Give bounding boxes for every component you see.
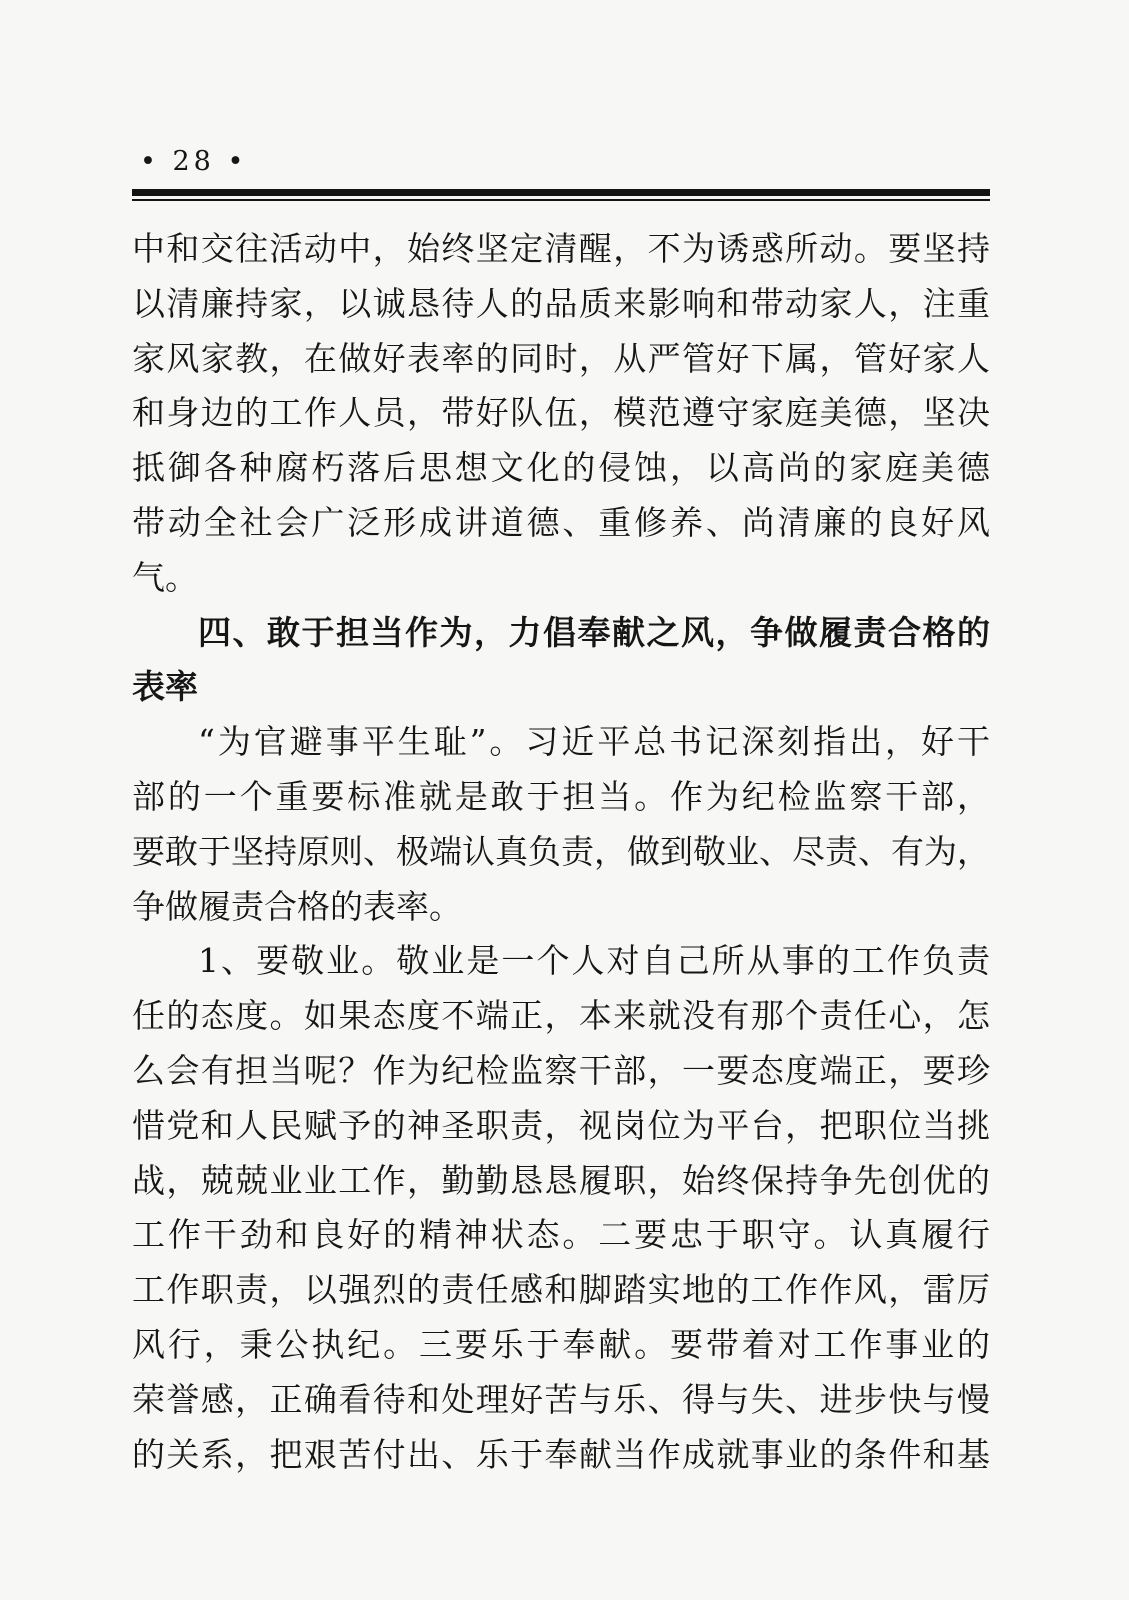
heading-line: 表率 [132,667,198,707]
text-line: 带动全社会广泛形成讲道德、重修养、尚清廉的良好风 [132,502,990,542]
heading-line: 四、敢于担当作为，力倡奉献之风，争做履责合格的 [198,612,990,652]
header-rule-thick [132,189,990,196]
text-line: 1、要敬业。敬业是一个人对自己所从事的工作负责 [198,941,990,981]
text-line: 荣誉感，正确看待和处理好苦与乐、得与失、进步快与慢 [132,1379,990,1419]
text-line: 工作职责，以强烈的责任感和脚踏实地的工作作风，雷厉 [132,1270,990,1310]
text-line: “为官避事平生耻”。习近平总书记深刻指出，好干 [198,722,990,762]
text-line: 惜党和人民赋予的神圣职责，视岗位为平台，把职位当挑 [132,1105,990,1145]
text-line: 任的态度。如果态度不端正，本来就没有那个责任心，怎 [132,996,990,1036]
paragraph [132,934,990,1482]
text-line: 的关系，把艰苦付出、乐于奉献当作成就事业的条件和基 [132,1434,990,1474]
text-line: 争做履责合格的表率。 [132,886,462,926]
text-line: 风行，秉公执纪。三要乐于奉献。要带着对工作事业的 [132,1324,990,1364]
text-line: 中和交往活动中，始终坚定清醒，不为诱惑所动。要坚持 [132,229,990,268]
text-line: 以清廉持家，以诚恳待人的品质来影响和带动家人，注重 [132,283,990,323]
body-text [132,222,990,1482]
section-heading [132,606,990,716]
page-number: • 28 • [140,146,248,177]
text-line: 部的一个重要标准就是敢于担当。作为纪检监察干部， [132,776,990,816]
text-line: 工作干劲和良好的精神状态。二要忠于职守。认真履行 [132,1215,990,1255]
text-line: 战，兢兢业业工作，勤勤恳恳履职，始终保持争先创优的 [132,1160,990,1200]
text-line: 么会有担当呢？作为纪检监察干部，一要态度端正，要珍 [132,1050,990,1090]
text-line: 抵御各种腐朽落后思想文化的侵蚀，以高尚的家庭美德 [132,448,990,488]
text-line: 要敢于坚持原则、极端认真负责，做到敬业、尽责、有为， [132,831,990,871]
paragraph [132,715,990,934]
paragraph [132,222,990,606]
header-rule-thin [132,199,990,201]
text-line: 气。 [132,557,198,597]
text-line: 和身边的工作人员，带好队伍，模范遵守家庭美德，坚决 [132,393,990,433]
text-line: 家风家教，在做好表率的同时，从严管好下属，管好家人 [132,338,990,378]
